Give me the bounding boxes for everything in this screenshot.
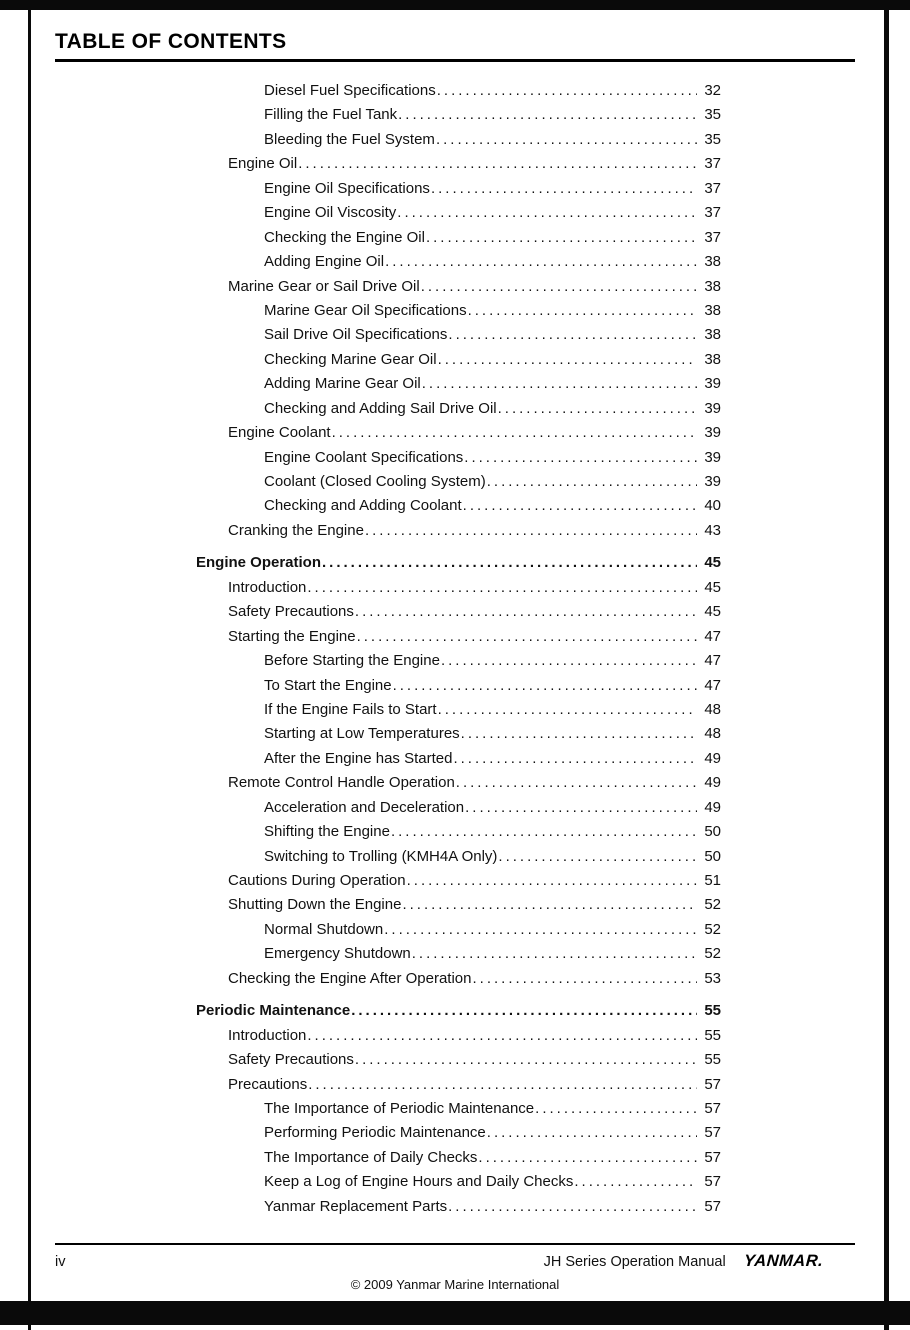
toc-dot-leader [422,372,697,396]
toc-dot-leader [398,103,697,127]
toc-row [196,128,721,152]
toc-row [196,299,721,323]
toc-dot-leader [441,649,697,673]
toc-entry-page: 55 [704,1051,721,1069]
page-footer [55,1252,823,1271]
toc-row [196,942,721,966]
toc-row [196,722,721,746]
toc-entry-page: 38 [704,326,721,344]
toc-dot-leader [412,942,697,966]
scan-border-bottom [0,1301,910,1325]
toc-entry-page: 38 [704,350,721,368]
toc-dot-leader [498,845,697,869]
toc-row [196,226,721,250]
toc-entry-page: 55 [704,1026,721,1044]
toc-row [196,893,721,917]
title-divider [55,59,855,62]
toc-entry-page: 35 [704,106,721,124]
toc-entry-page: 37 [704,204,721,222]
toc-row [196,494,721,518]
toc-entry-page: 50 [704,847,721,865]
toc-dot-leader [307,1024,697,1048]
toc-entry-page: 38 [704,277,721,295]
toc-entry-page: 39 [704,399,721,417]
toc-entry-page: 45 [704,554,721,572]
toc-entry-label: The Importance of Periodic Maintenance [264,1099,535,1117]
toc-entry-label: Engine Coolant Specifications [264,448,464,466]
toc-entry-label: Adding Engine Oil [264,253,385,271]
toc-entry-label: Periodic Maintenance [196,1002,351,1020]
toc-entry-label: Engine Operation [196,554,322,572]
toc-row [196,348,721,372]
toc-entry-label: Bleeding the Fuel System [264,130,435,148]
toc-entry-label: Remote Control Handle Operation [228,774,455,792]
toc-row [196,1048,721,1072]
toc-entry-page: 57 [704,1148,721,1166]
toc-entry-label: Switching to Trolling (KMH4A Only) [264,847,498,865]
toc-dot-leader [365,519,697,543]
toc-entry-label: To Start the Engine [264,676,392,694]
toc-dot-leader [453,747,697,771]
toc-entry-label: Cranking the Engine [228,521,364,539]
toc-entry-label: Checking the Engine Oil [264,228,425,246]
toc-row [196,869,721,893]
toc-entry-label: Cautions During Operation [228,872,406,889]
toc-row [196,446,721,470]
toc-entry-page: 52 [704,896,721,914]
toc-entry-page: 37 [704,155,721,173]
toc-entry-page: 52 [704,945,721,963]
toc-dot-leader [436,128,697,152]
toc-dot-leader [473,967,698,991]
toc-entry-label: Checking the Engine After Operation [228,969,472,987]
toc-entry-page: 35 [704,130,721,148]
toc-dot-leader [355,1048,697,1072]
toc-dot-leader [535,1097,697,1121]
toc-dot-leader [468,299,697,323]
toc-dot-leader [307,576,697,600]
toc-entry-label: The Importance of Daily Checks [264,1148,478,1166]
footer-copyright: © 2009 Yanmar Marine International [350,1277,560,1292]
toc-entry-label: Checking and Adding Sail Drive Oil [264,399,497,417]
toc-row [196,625,721,649]
toc-entry-label: Emergency Shutdown [264,945,411,963]
scan-border-left [28,0,31,1330]
toc-entry-label: Starting the Engine [228,627,356,645]
toc-entry-label: Engine Oil Specifications [264,179,430,197]
toc-row [196,470,721,494]
toc-entry-page: 45 [704,578,721,596]
toc-dot-leader [438,348,697,372]
toc-entry-label: Engine Coolant [228,424,331,442]
toc-entry-page: 55 [704,1002,721,1020]
toc-row [196,177,721,201]
toc-entry-label: Diesel Fuel Specifications [264,82,436,99]
toc-entry-label: Marine Gear or Sail Drive Oil [228,277,420,295]
toc-row [196,103,721,127]
toc-row [196,999,721,1023]
toc-entry-page: 47 [704,676,721,694]
toc-dot-leader [332,421,697,445]
toc-dot-leader [465,796,697,820]
toc-entry-page: 49 [704,749,721,767]
toc-row [196,250,721,274]
toc-entry-label: Coolant (Closed Cooling System) [264,473,486,490]
footer-page-number: iv [55,1254,66,1270]
toc-row [196,372,721,396]
toc-dot-leader [355,600,697,624]
toc-entry-label: Safety Precautions [228,603,354,621]
toc-dot-leader [402,893,697,917]
toc-dot-leader [385,250,697,274]
toc-entry-page: 37 [704,179,721,197]
toc-entry-label: Engine Oil Viscosity [264,204,397,222]
toc-row [196,674,721,698]
toc-dot-leader [487,1121,697,1145]
toc-row [196,845,721,869]
toc-row [196,275,721,299]
toc-dot-leader [421,275,697,299]
toc-dot-leader [464,446,697,470]
toc-entry-label: Keep a Log of Engine Hours and Daily Checks [264,1173,574,1191]
toc-row [196,152,721,176]
toc-row [196,551,721,575]
toc-row [196,1195,721,1219]
toc-entry-page: 57 [704,1075,721,1093]
toc-row [196,918,721,942]
toc-entry-page: 38 [704,253,721,271]
toc-entry-label: Introduction [228,578,307,596]
toc-dot-leader [322,551,697,575]
toc-entry-page: 48 [704,700,721,718]
toc-dot-leader [448,323,697,347]
toc-entry-page: 38 [704,301,721,319]
scan-border-top [0,0,910,10]
toc-dot-leader [437,79,697,103]
toc-row [196,421,721,445]
toc-entry-page: 45 [704,603,721,621]
toc-dot-leader [498,397,697,421]
toc-row [196,323,721,347]
toc-entry-page: 40 [704,497,721,515]
toc-dot-leader [426,226,697,250]
footer-right-group [544,1252,823,1271]
toc-dot-leader [384,918,697,942]
toc-entry-label: Precautions [228,1075,308,1093]
toc-entry-page: 53 [704,969,721,987]
toc-dot-leader [351,999,697,1023]
page-header [55,30,855,62]
toc-entry-page: 48 [704,725,721,743]
toc-entry-page: 39 [704,473,721,490]
toc-row [196,397,721,421]
toc-entry-label: Before Starting the Engine [264,652,440,670]
toc-dot-leader [438,698,697,722]
toc-entry-page: 49 [704,774,721,792]
toc-row [196,698,721,722]
toc-entry-label: Sail Drive Oil Specifications [264,326,448,344]
toc-row [196,820,721,844]
toc-entry-page: 57 [704,1173,721,1191]
toc-dot-leader [463,494,697,518]
toc-entry-label: Starting at Low Temperatures [264,725,460,743]
toc-row [196,519,721,543]
toc-dot-leader [357,625,697,649]
toc-dot-leader [456,771,697,795]
toc-entry-label: After the Engine has Started [264,749,453,767]
toc-entry-label: Safety Precautions [228,1051,354,1069]
toc-row [196,576,721,600]
toc-row [196,796,721,820]
toc-entry-label: Shifting the Engine [264,823,390,841]
scan-border-right [884,0,889,1330]
toc-dot-leader [478,1146,697,1170]
toc-entry-page: 51 [704,872,721,889]
toc-entry-page: 32 [704,82,721,99]
toc-entry-label: Introduction [228,1026,307,1044]
toc-entry-label: Yanmar Replacement Parts [264,1197,448,1215]
toc-entry-label: Checking Marine Gear Oil [264,350,437,368]
toc-row [196,747,721,771]
toc-entry-page: 52 [704,920,721,938]
toc-entry-page: 43 [704,521,721,539]
toc-entry-page: 39 [704,448,721,466]
toc-entry-label: Adding Marine Gear Oil [264,375,421,393]
toc-entry-label: Acceleration and Deceleration [264,798,465,816]
toc-dot-leader [397,201,697,225]
footer-manual-title: JH Series Operation Manual [543,1254,726,1270]
toc-dot-leader [298,152,697,176]
toc-dot-leader [487,470,697,494]
toc-row [196,1146,721,1170]
toc-dot-leader [407,869,697,893]
toc-entry-label: Shutting Down the Engine [228,896,402,914]
toc-entry-page: 39 [704,375,721,393]
toc-row [196,79,721,103]
toc-entry-page: 50 [704,823,721,841]
toc-row [196,1097,721,1121]
toc-row [196,1170,721,1194]
toc-dot-leader [574,1170,697,1194]
toc-entry-page: 49 [704,798,721,816]
toc-entry-label: Marine Gear Oil Specifications [264,301,467,319]
footer-divider [55,1243,855,1245]
toc-entry-page: 57 [704,1197,721,1215]
toc-entry-label: Engine Oil [228,155,298,173]
toc-dot-leader [391,820,697,844]
toc-row [196,1073,721,1097]
toc-dot-leader [448,1195,697,1219]
toc-entry-page: 57 [704,1099,721,1117]
toc-entry-page: 39 [704,424,721,442]
toc-list [196,79,721,1219]
toc-entry-label: Filling the Fuel Tank [264,106,398,124]
toc-dot-leader [393,674,697,698]
toc-dot-leader [461,722,697,746]
toc-dot-leader [431,177,697,201]
toc-entry-page: 47 [704,627,721,645]
toc-entry-page: 57 [704,1124,721,1142]
page-title: TABLE OF CONTENTS [55,30,287,53]
toc-row [196,649,721,673]
toc-entry-page: 37 [704,228,721,246]
toc-row [196,1024,721,1048]
toc-entry-page: 47 [704,652,721,670]
toc-row [196,201,721,225]
toc-row [196,771,721,795]
yanmar-logo: YANMAR. [743,1252,824,1270]
toc-entry-label: If the Engine Fails to Start [264,700,437,718]
toc-entry-label: Performing Periodic Maintenance [264,1124,486,1142]
toc-entry-label: Normal Shutdown [264,920,384,938]
toc-entry-label: Checking and Adding Coolant [264,497,462,515]
toc-row [196,967,721,991]
toc-dot-leader [308,1073,697,1097]
toc-row [196,1121,721,1145]
toc-row [196,600,721,624]
